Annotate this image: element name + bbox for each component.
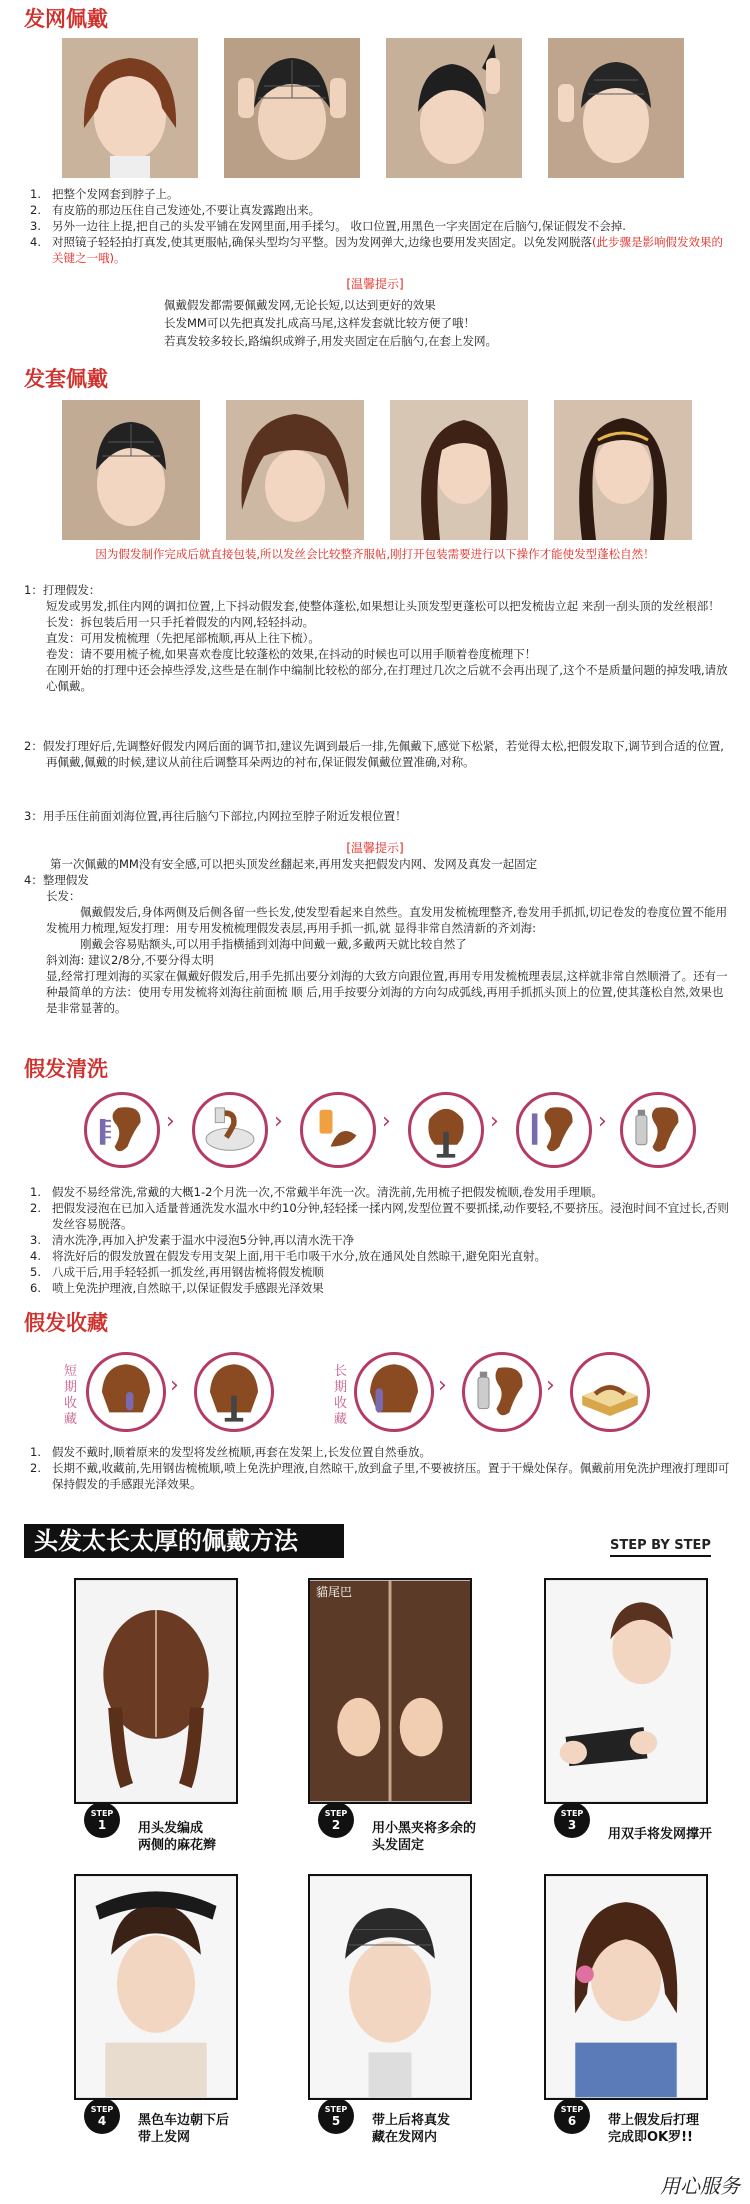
paragraph-line: 斜刘海: 建议2/8分,不要分得太明	[46, 953, 214, 967]
step-caption-5	[372, 2112, 450, 2146]
list-item	[30, 186, 730, 202]
paragraph-heading: 4：整理假发	[24, 873, 89, 887]
wig-step-photo-2	[226, 400, 364, 540]
step-highlight: (此步骤是影响假发效果的关键之一哦)。	[52, 235, 723, 265]
step-number: 6.	[30, 1281, 41, 1295]
wash-icon-spray	[620, 1092, 696, 1168]
tip-line: 佩戴假发都需要佩戴发网,无论长短,以达到更好的效果	[164, 298, 436, 312]
caption-line: 用小黑夹将多余的	[372, 1821, 477, 1836]
storage-steps-list	[30, 1444, 730, 1492]
storage-icon-stand	[194, 1352, 274, 1432]
caption-line: 带上发网	[138, 2130, 191, 2145]
list-item	[30, 1232, 730, 1248]
net-step-photo-1	[62, 38, 198, 178]
step-number: 3	[567, 1818, 577, 1832]
wash-icon-basin	[192, 1092, 268, 1168]
arrow-right-icon: ›	[598, 1109, 607, 1134]
paragraph-line: 佩戴假发后,身体两侧及后侧各留一些长发,使发型看起来自然些。直发用发梳梳理整齐,卷发用手抓抓,切记卷发的卷度位置不能用发梳用力梳理,短发打理：用专用发梳梳理假发表层,再用手抓一抓,就 显得非常自然清新的齐刘海:	[46, 905, 728, 935]
paragraph-heading: 1：打理假发：	[24, 583, 101, 597]
step-text: 清水洗净,再加入护发素于温水中浸泡5分钟,再以清水洗干净	[52, 1233, 355, 1247]
step-word: STEP	[90, 2105, 114, 2114]
wash-icon-conditioner	[300, 1092, 376, 1168]
long-hair-photo-4	[74, 1874, 238, 2100]
net-tip-text	[164, 296, 724, 350]
paragraph-line: 短发或男发,抓住内网的调扣位置,上下抖动假发套,使整体蓬松,如果想让头顶发型更蓬松可以把发梳齿立起 来刮一刮头顶的发丝根部！	[46, 599, 720, 613]
step-number: 2.	[30, 1461, 41, 1475]
list-item	[30, 1248, 730, 1264]
wig-paragraph-1	[24, 582, 734, 694]
wig-tip-title: [温馨提示]	[346, 841, 404, 855]
arrow-right-icon: ›	[166, 1109, 175, 1134]
wash-icon-brush	[516, 1092, 592, 1168]
wash-icon-comb	[84, 1092, 160, 1168]
step-badge-6	[554, 2098, 590, 2134]
step-number: 4	[97, 2114, 107, 2128]
footer-slogan: 用心服务	[660, 2174, 740, 2198]
step-word: STEP	[560, 1809, 584, 1818]
long-hair-photo-6	[544, 1874, 708, 2100]
long-hair-photo-5	[308, 1874, 472, 2100]
step-number: 3.	[30, 1233, 41, 1247]
section-title-net: 发网佩戴	[24, 7, 108, 31]
arrow-right-icon: ›	[170, 1373, 179, 1398]
arrow-right-icon: ›	[274, 1109, 283, 1134]
paragraph-line: 卷发：请不要用梳子梳,如果喜欢卷度比较蓬松的效果,在抖动的时候也可以用手顺着卷度梳理下！	[46, 647, 537, 661]
step-number: 5.	[30, 1265, 41, 1279]
arrow-right-icon: ›	[546, 1373, 555, 1398]
wig-paragraph-3: 3：用手压住前面刘海位置,再往后脑勺下部拉,内网拉至脖子附近发根位置！	[24, 809, 407, 823]
storage-icon-long-comb	[354, 1352, 434, 1432]
wig-paragraph-2	[24, 738, 734, 770]
net-step-photo-4	[548, 38, 684, 178]
caption-line: 头发固定	[372, 1838, 425, 1853]
step-word: STEP	[324, 2105, 348, 2114]
list-item	[30, 1200, 730, 1232]
section-title-storage: 假发收藏	[24, 1311, 108, 1335]
step-caption-4	[138, 2112, 229, 2146]
long-hair-photo-3	[544, 1578, 708, 1804]
net-step-photo-3	[386, 38, 522, 178]
list-item	[30, 1184, 730, 1200]
net-step-photo-2	[224, 38, 360, 178]
step-number: 5	[331, 2114, 341, 2128]
step-caption-2	[372, 1820, 476, 1854]
long-term-label: 长期收藏	[334, 1364, 348, 1427]
short-term-label: 短期收藏	[64, 1364, 78, 1427]
storage-icon-box	[570, 1352, 650, 1432]
caption-line: 藏在发网内	[372, 2130, 438, 2145]
wig-notice: 因为假发制作完成后就直接包装,所以发丝会比较整齐服帖,刚打开包装需要进行以下操作才能使发型蓬松自然！	[95, 547, 655, 561]
caption-line: 带上假发后打理	[608, 2113, 700, 2128]
step-text: 另外一边往上提,把自己的头发平铺在发网里面,用手揉匀。 收口位置,用黑色一字夹固定在后脑勺,保证假发不会掉.	[52, 219, 626, 233]
step-badge-3	[554, 1802, 590, 1838]
step-by-step-label: STEP BY STEP	[610, 1538, 711, 1557]
storage-icon-comb	[86, 1352, 166, 1432]
step-badge-5	[318, 2098, 354, 2134]
caption-line: 用双手将发网撑开	[608, 1827, 713, 1842]
step-number: 1.	[30, 1185, 41, 1199]
arrow-right-icon: ›	[438, 1373, 447, 1398]
wig-step-photo-1	[62, 400, 200, 540]
step-number: 4.	[30, 235, 41, 249]
list-item	[30, 1460, 730, 1492]
section-title-wig: 发套佩戴	[24, 367, 108, 391]
storage-icon-spray	[462, 1352, 542, 1432]
net-tip-title: [温馨提示]	[346, 277, 404, 291]
step-number: 3.	[30, 219, 41, 233]
wash-icon-stand	[408, 1092, 484, 1168]
arrow-right-icon: ›	[382, 1109, 391, 1134]
long-hair-banner: 头发太长太厚的佩戴方法	[24, 1524, 344, 1558]
long-hair-photo-2	[308, 1578, 472, 1804]
step-number: 2.	[30, 1201, 41, 1215]
step-text: 假发不易经常洗,常戴的大概1-2个月洗一次,不常戴半年洗一次。清洗前,先用梳子把假发梳顺,卷发用手理顺。	[52, 1185, 603, 1199]
step-badge-2	[318, 1802, 354, 1838]
paragraph-subheading: 长发：	[46, 889, 81, 903]
caption-line: 两侧的麻花辫	[138, 1838, 217, 1853]
wig-step-photo-3	[390, 400, 528, 540]
list-item	[30, 234, 730, 266]
tip-line: 若真发较多较长,路编织成辫子,用发夹固定在后脑勺,在套上发网。	[164, 334, 497, 348]
step-badge-1	[84, 1802, 120, 1838]
step-word: STEP	[90, 1809, 114, 1818]
wash-steps-list	[30, 1184, 730, 1296]
list-item	[30, 1444, 730, 1460]
list-item	[30, 218, 730, 234]
wig-tip-text: 第一次佩戴的MM没有安全感,可以把头顶发丝翻起来,再用发夹把假发内网、发网及真发一起固定	[50, 857, 538, 871]
step-number: 2	[331, 1818, 341, 1832]
step-text: 把假发浸泡在已加入适量普通洗发水温水中约10分钟,轻轻揉一揉内网,发型位置不要抓揉,动作要轻,不要挤压。浸泡时间不宜过长,否则发丝容易脱落。	[52, 1201, 729, 1231]
caption-line: 带上后将真发	[372, 2113, 451, 2128]
step-word: STEP	[560, 2105, 584, 2114]
step-caption-1	[138, 1820, 216, 1854]
wig-step-photo-4	[554, 400, 692, 540]
step-number: 4.	[30, 1249, 41, 1263]
paragraph-line: 2：假发打理好后,先调整好假发内网后面的调节扣,建议先调到最后一排,先佩戴下,感觉下松紧，若觉得太松,把假发取下,调节到合适的位置,再佩戴,佩戴的时候,建议从前往后调整耳朵两边的衬布,保证假发佩戴位置准确,对称。	[24, 739, 724, 769]
step-word: STEP	[324, 1809, 348, 1818]
step-text: 将洗好后的假发放置在假发专用支架上面,用干毛巾吸干水分,放在通风处自然晾干,避免阳光直射。	[52, 1249, 546, 1263]
wig-paragraph-4	[24, 872, 734, 1016]
step-text: 喷上免洗护理液,自然晾干,以保证假发手感跟光泽效果	[52, 1281, 324, 1295]
step-number: 1.	[30, 187, 41, 201]
paragraph-line: 长发：拆包装后用一只手托着假发的内网,轻轻抖动。	[46, 615, 315, 629]
step-number: 6	[567, 2114, 577, 2128]
list-item	[30, 1280, 730, 1296]
list-item	[30, 202, 730, 218]
step-text: 有皮筋的那边压住自己发迹处,不要让真发露跑出来。	[52, 203, 321, 217]
step-text: 长期不戴,收藏前,先用钢齿梳梳顺,喷上免洗护理液,自然晾干,放到盒子里,不要被挤压。置于干燥处保存。佩戴前用免洗护理液打理即可保持假发的手感跟光泽效果。	[52, 1461, 730, 1491]
long-hair-photo-1	[74, 1578, 238, 1804]
paragraph-line: 刚戴会容易贴额头,可以用手指横插到刘海中间戴一戴,多戴两天就比较自然了	[80, 937, 467, 951]
watermark-text: 貓尾巴	[316, 1585, 353, 1599]
paragraph-line: 直发：可用发梳梳理（先把尾部梳顺,再从上往下梳）。	[46, 631, 320, 645]
step-text: 对照镜子轻轻拍打真发,使其更服帖,确保头型均匀平整。因为发网弹大,边缘也要用发夹固定。以免发网脱落	[52, 235, 592, 249]
step-number: 1	[97, 1818, 107, 1832]
tip-line: 长发MM可以先把真发扎成高马尾,这样发套就比较方便了哦！	[164, 316, 475, 330]
list-item	[30, 1264, 730, 1280]
paragraph-line: 显,经常打理刘海的买家在佩戴好假发后,用手先抓出要分刘海的大致方向跟位置,再用专用发梳梳理表层,这样就非常自然顺滑了。还有一种最简单的方法：使用专用发梳将刘海往前面梳 顺 后,用手按要分刘海的方向勾成弧线,再用手抓抓头顶上的位置,使其蓬松自然,效果也是非常显著的。	[46, 969, 728, 1015]
net-steps-list	[30, 186, 730, 266]
step-caption-3	[608, 1826, 712, 1843]
section-title-wash: 假发清洗	[24, 1057, 108, 1081]
caption-line: 黑色车边朝下后	[138, 2113, 230, 2128]
paragraph-line: 在刚开始的打理中还会掉些浮发,这些是在制作中编制比较松的部分,在打理过几次之后就不会再出现了,这个不是质量问题的掉发哦,请放心佩戴。	[46, 663, 728, 693]
step-text: 假发不戴时,顺着原来的发型将发丝梳顺,再套在发架上,长发位置自然垂放。	[52, 1445, 431, 1459]
caption-line: 完成即OK罗!!	[608, 2130, 693, 2145]
step-text: 把整个发网套到脖子上。	[52, 187, 179, 201]
step-number: 1.	[30, 1445, 41, 1459]
step-badge-4	[84, 2098, 120, 2134]
arrow-right-icon: ›	[490, 1109, 499, 1134]
step-number: 2.	[30, 203, 41, 217]
step-caption-6	[608, 2112, 699, 2146]
step-text: 八成干后,用手轻轻抓一抓发丝,再用钢齿梳将假发梳顺	[52, 1265, 324, 1279]
caption-line: 用头发编成	[138, 1821, 204, 1836]
